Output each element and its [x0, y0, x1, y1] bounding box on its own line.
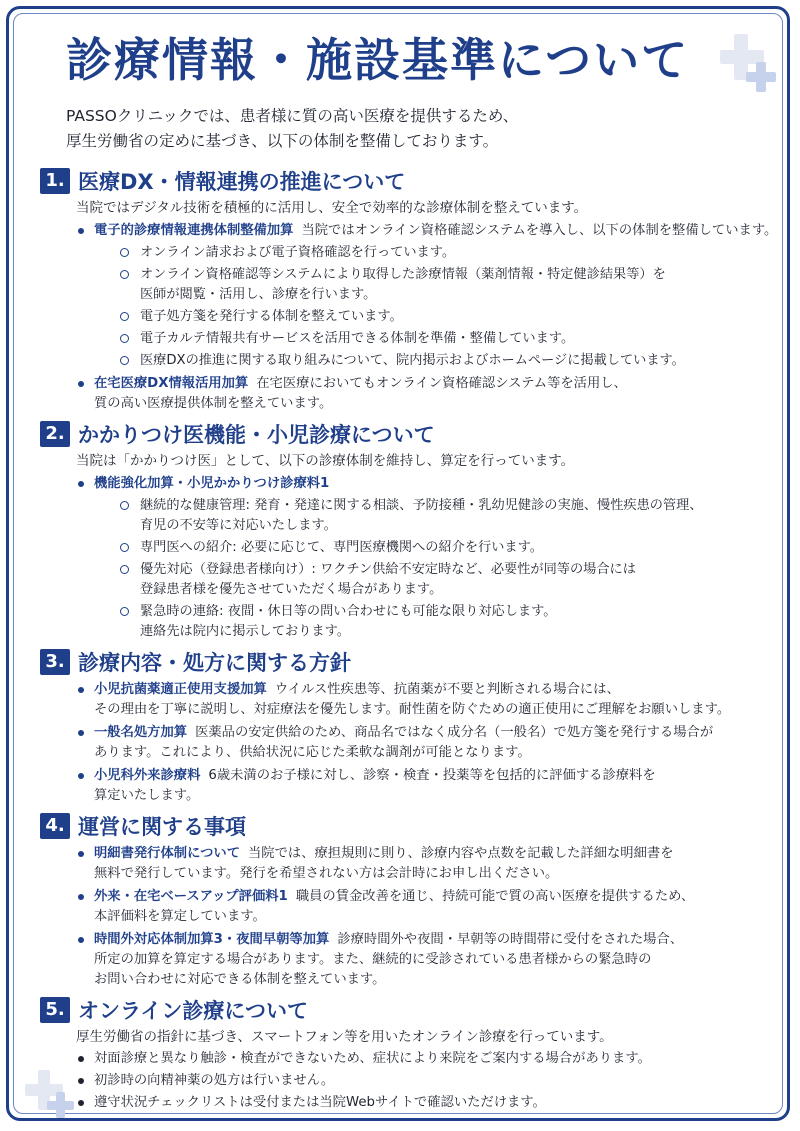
highlight-term: 在宅医療DX情報活用加算 — [94, 376, 249, 391]
bullet-item — [76, 844, 780, 884]
medical-cross-icon — [720, 34, 780, 94]
sub-item-text: オンライン資格確認等システムにより取得した診療情報（薬剤情報・特定健診結果等）を — [140, 267, 666, 282]
bullet-text: あります。これにより、供給状況に応じた柔軟な調剤が可能となります。 — [94, 745, 531, 760]
bullet-item — [76, 680, 780, 720]
bullet-text: 6歳未満のお子様に対し、診察・検査・投薬等を包括的に評価する診療料を — [208, 768, 656, 783]
circle-bullet-icon — [120, 607, 129, 616]
sub-item-text: 連絡先は院内に掲示しております。 — [140, 624, 350, 639]
bullet-dot-icon — [78, 381, 84, 387]
bullet-first-line — [94, 766, 780, 786]
bullet-text: 診療時間外や夜間・早朝等の時間帯に受付をされた場合、 — [337, 932, 684, 947]
highlight-term: 電子的診療情報連携体制整備加算 — [94, 223, 294, 238]
section-header — [40, 647, 780, 677]
section-lead: 当院ではデジタル技術を積極的に活用し、安全で効率的な診療体制を整えています。 — [76, 200, 588, 216]
bullet-first-line — [94, 887, 780, 907]
section-header — [40, 995, 780, 1025]
bullet-text: 対面診療と異なり触診・検査ができないため、症状により来院をご案内する場合があります。 — [94, 1051, 651, 1066]
highlight-term: 一般名処方加算 — [94, 725, 188, 740]
bullet-item — [76, 221, 780, 371]
highlight-term: 小児科外来診療料 — [94, 768, 201, 783]
sub-item — [112, 560, 780, 600]
sub-item-text: 育児の不安等に対応いたします。 — [140, 518, 337, 533]
section-title: かかりつけ医機能・小児診療について — [78, 423, 435, 447]
bullet-text: 職員の賃金改善を通じ、持続可能で質の高い医療を提供するため、 — [295, 889, 695, 904]
sub-item-text: オンライン請求および電子資格確認を行っています。 — [140, 245, 456, 260]
section-title: オンライン診療について — [78, 999, 308, 1023]
bullet-text: その理由を丁寧に説明し、対症療法を優先します。耐性菌を防ぐための適正使用にご理解をお願いします。 — [94, 702, 731, 717]
section-title: 運営に関する事項 — [78, 815, 246, 839]
sub-item-text: 緊急時の連絡: 夜間・休日等の問い合わせにも可能な限り対応します。 — [140, 604, 557, 619]
bullet-item — [76, 374, 780, 414]
circle-bullet-icon — [120, 312, 129, 321]
bullet-first-line — [94, 844, 780, 864]
bullet-dot-icon — [78, 481, 84, 487]
highlight-term: 小児抗菌薬適正使用支援加算 — [94, 682, 267, 697]
section-number: 3. — [40, 649, 70, 675]
sub-item — [112, 265, 780, 305]
section-2 — [40, 419, 780, 642]
bullet-dot-icon — [78, 730, 84, 736]
sub-item — [112, 329, 780, 349]
bullet-text: ウイルス性疾患等、抗菌薬が不要と判断される場合には、 — [274, 682, 620, 697]
bullet-first-line — [94, 474, 780, 494]
bullet-text: お問い合わせに対応できる体制を整えています。 — [94, 972, 386, 987]
circle-bullet-icon — [120, 501, 129, 510]
bullet-dot-icon — [78, 1100, 84, 1106]
sub-item — [112, 496, 780, 536]
bullet-first-line — [94, 723, 780, 743]
bullet-first-line — [94, 374, 780, 394]
intro-text — [66, 104, 746, 154]
bullet-dot-icon — [78, 1078, 84, 1084]
circle-bullet-icon — [120, 270, 129, 279]
sub-item-text: 登録患者様を優先させていただく場合があります。 — [140, 582, 443, 597]
bullet-text: 質の高い医療提供体制を整えています。 — [94, 396, 333, 411]
sections-container — [40, 166, 780, 1118]
bullet-dot-icon — [78, 894, 84, 900]
section-lead: 厚生労働省の指針に基づき、スマートフォン等を用いたオンライン診療を行っています。 — [76, 1029, 613, 1045]
sub-list — [112, 243, 780, 371]
circle-bullet-icon — [120, 565, 129, 574]
section-lead: 当院は「かかりつけ医」として、以下の診療体制を維持し、算定を行っています。 — [76, 453, 575, 469]
section-number: 4. — [40, 813, 70, 839]
bullet-text: 本評価料を算定しています。 — [94, 909, 266, 924]
bullet-item — [76, 1049, 780, 1069]
page-title: 診療情報・施設基準について — [66, 33, 690, 87]
bullet-dot-icon — [78, 228, 84, 234]
highlight-term: 時間外対応体制加算3・夜間早朝等加算 — [94, 932, 330, 947]
section-4 — [40, 811, 780, 990]
bullet-item — [76, 766, 780, 806]
sub-item-text: 電子処方箋を発行する体制を整えています。 — [140, 309, 403, 324]
section-5 — [40, 995, 780, 1113]
section-header — [40, 811, 780, 841]
section-3 — [40, 647, 780, 806]
bullet-item — [76, 887, 780, 927]
section-1 — [40, 166, 780, 414]
bullet-text: 当院では、療担規則に則り、診療内容や点数を記載した詳細な明細書を — [248, 846, 674, 861]
sub-item — [112, 243, 780, 263]
section-number: 5. — [40, 997, 70, 1023]
circle-bullet-icon — [120, 543, 129, 552]
sub-item-text: 医師が閲覧・活用し、診療を行います。 — [140, 287, 377, 302]
circle-bullet-icon — [120, 248, 129, 257]
bullet-first-line — [94, 930, 780, 950]
bullet-text: 在宅医療においてもオンライン資格確認システム等を活用し、 — [256, 376, 627, 391]
sub-item-text: 専門医への紹介: 必要に応じて、専門医療機関への紹介を行います。 — [140, 540, 543, 555]
sub-item — [112, 538, 780, 558]
sub-item — [112, 351, 780, 371]
section-title: 医療DX・情報連携の推進について — [78, 170, 406, 194]
circle-bullet-icon — [120, 356, 129, 365]
bullet-item — [76, 474, 780, 642]
bullet-text: 算定いたします。 — [94, 788, 200, 803]
bullet-dot-icon — [78, 937, 84, 943]
bullet-text: 当院ではオンライン資格確認システムを導入し、以下の体制を整備しています。 — [301, 223, 778, 238]
bullet-item — [76, 723, 780, 763]
sub-item-text: 継続的な健康管理: 発育・発達に関する相談、予防接種・乳幼児健診の実施、慢性疾患の管理、 — [140, 498, 703, 513]
sub-item — [112, 307, 780, 327]
bullet-item — [76, 1093, 780, 1113]
sub-list — [112, 496, 780, 642]
highlight-term: 機能強化加算・小児かかりつけ診療料1 — [94, 476, 330, 491]
intro-line: PASSOクリニックでは、患者様に質の高い医療を提供するため、 — [66, 107, 519, 125]
sub-item-text: 医療DXの推進に関する取り組みについて、院内掲示およびホームページに掲載しています。 — [140, 353, 685, 368]
bullet-first-line — [94, 680, 780, 700]
sub-item-text: 電子カルテ情報共有サービスを活用できる体制を準備・整備しています。 — [140, 331, 575, 346]
section-header — [40, 419, 780, 449]
intro-line: 厚生労働省の定めに基づき、以下の体制を整備しております。 — [66, 132, 499, 150]
highlight-term: 明細書発行体制について — [94, 846, 240, 861]
bullet-text: 遵守状況チェックリストは受付または当院Webサイトで確認いただけます。 — [94, 1095, 546, 1110]
section-number: 2. — [40, 421, 70, 447]
bullet-text: 所定の加算を算定する場合があります。また、継続的に受診されている患者様からの緊急時の — [94, 952, 652, 967]
section-title: 診療内容・処方に関する方針 — [78, 651, 351, 675]
sub-item-text: 優先対応（登録患者様向け）: ワクチン供給不安定時など、必要性が同等の場合には — [140, 562, 636, 577]
bullet-first-line — [94, 221, 780, 241]
bullet-text: 初診時の向精神薬の処方は行いません。 — [94, 1073, 335, 1088]
bullet-dot-icon — [78, 773, 84, 779]
bullet-text: 無料で発行しています。発行を希望されない方は会計時にお申し出ください。 — [94, 866, 559, 881]
bullet-text: 医薬品の安定供給のため、商品名ではなく成分名（一般名）で処方箋を発行する場合が — [195, 725, 714, 740]
bullet-dot-icon — [78, 1056, 84, 1062]
sub-item — [112, 602, 780, 642]
bullet-item — [76, 1071, 780, 1091]
bullet-dot-icon — [78, 687, 84, 693]
section-header — [40, 166, 780, 196]
highlight-term: 外来・在宅ベースアップ評価料1 — [94, 889, 288, 904]
circle-bullet-icon — [120, 334, 129, 343]
section-number: 1. — [40, 168, 70, 194]
bullet-item — [76, 930, 780, 990]
bullet-dot-icon — [78, 851, 84, 857]
